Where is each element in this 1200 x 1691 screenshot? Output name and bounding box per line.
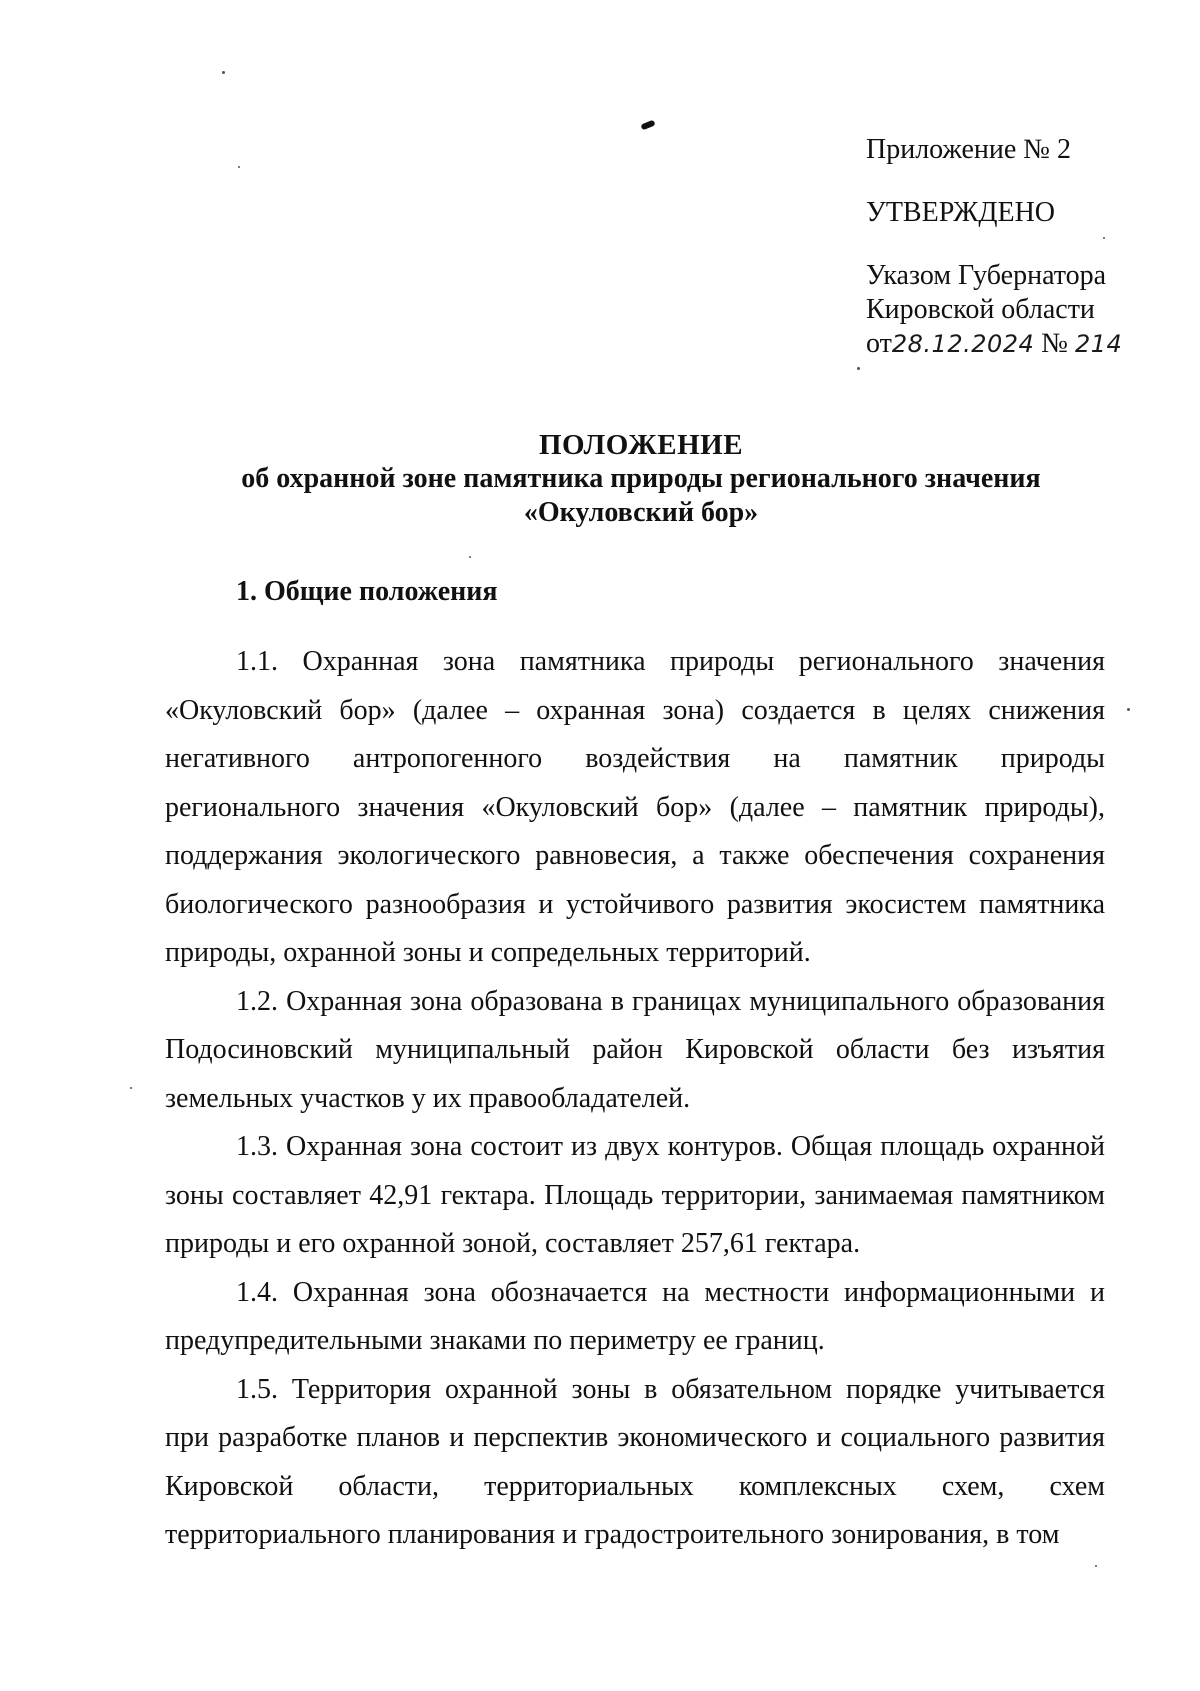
paragraph-1-4: 1.4. Охранная зона обозначается на местности информационными и предупредительными знаками по периметру ее границ.: [165, 1276, 1105, 1356]
appendix-label: Приложение № 2: [866, 134, 1071, 165]
number-prefix: №: [1041, 328, 1069, 359]
approved-stamp-label: УТВЕРЖДЕНО: [866, 197, 1056, 228]
decree-date-line: [866, 327, 1196, 361]
document-title: ПОЛОЖЕНИЕ: [538, 429, 744, 461]
scan-speck: [1095, 1565, 1097, 1567]
decree-line-2: Кировской области: [866, 294, 1095, 325]
document-title-block: [0, 428, 1200, 530]
paragraph-1-3: 1.3. Охранная зона состоит из двух контуров. Общая площадь охранной зоны составляет 42,91 гектара. Площадь территории, занимаемая памятником природы и его охранной зоной, составляет 257,61 гектара.: [165, 1131, 1105, 1259]
document-subtitle: об охранной зоне памятника природы регионального значения: [241, 463, 1041, 494]
scan-speck: [222, 71, 225, 74]
decree-line-1: Указом Губернатора: [866, 260, 1107, 291]
scan-speck: [130, 1087, 132, 1089]
scan-speck: [469, 556, 471, 558]
scan-speck: [1127, 708, 1130, 711]
document-body: [165, 638, 1105, 1560]
paragraph-1-2: 1.2. Охранная зона образована в границах муниципального образования Подосиновский муниципальный район Кировской области без изъятия земельных участков у их правообладателей.: [165, 985, 1105, 1114]
handwritten-number: 214: [1075, 330, 1123, 358]
paragraph-1-5: 1.5. Территория охранной зоны в обязательном порядке учитывается при разработке планов и перспектив экономического и социального развития Кировской области, территориальных комплексных схем, схем территориального планирования и градостроительного зонирования, в том: [165, 1373, 1105, 1550]
approval-block: [866, 133, 1196, 361]
document-subtitle-name: «Окуловский бор»: [523, 497, 759, 528]
handwritten-date: 28.12.2024: [891, 330, 1035, 358]
scan-ink-mark: [640, 120, 655, 131]
paragraph-1-1: 1.1. Охранная зона памятника природы регионального значения «Окуловский бор» (далее – охранная зона) создается в целях снижения негативного антропогенного воздействия на памятник природы регионального значения «Окуловский бор» (далее – памятник природы), поддержания экологического равновесия, а также обеспечения сохранения биологического разнообразия и устойчивого развития экосистем памятника природы, охранной зоны и сопредельных территорий.: [165, 646, 1105, 968]
section-heading: 1. Общие положения: [236, 576, 498, 607]
date-prefix: от: [866, 328, 892, 359]
scan-speck: [857, 367, 860, 370]
scan-speck: [238, 166, 240, 168]
